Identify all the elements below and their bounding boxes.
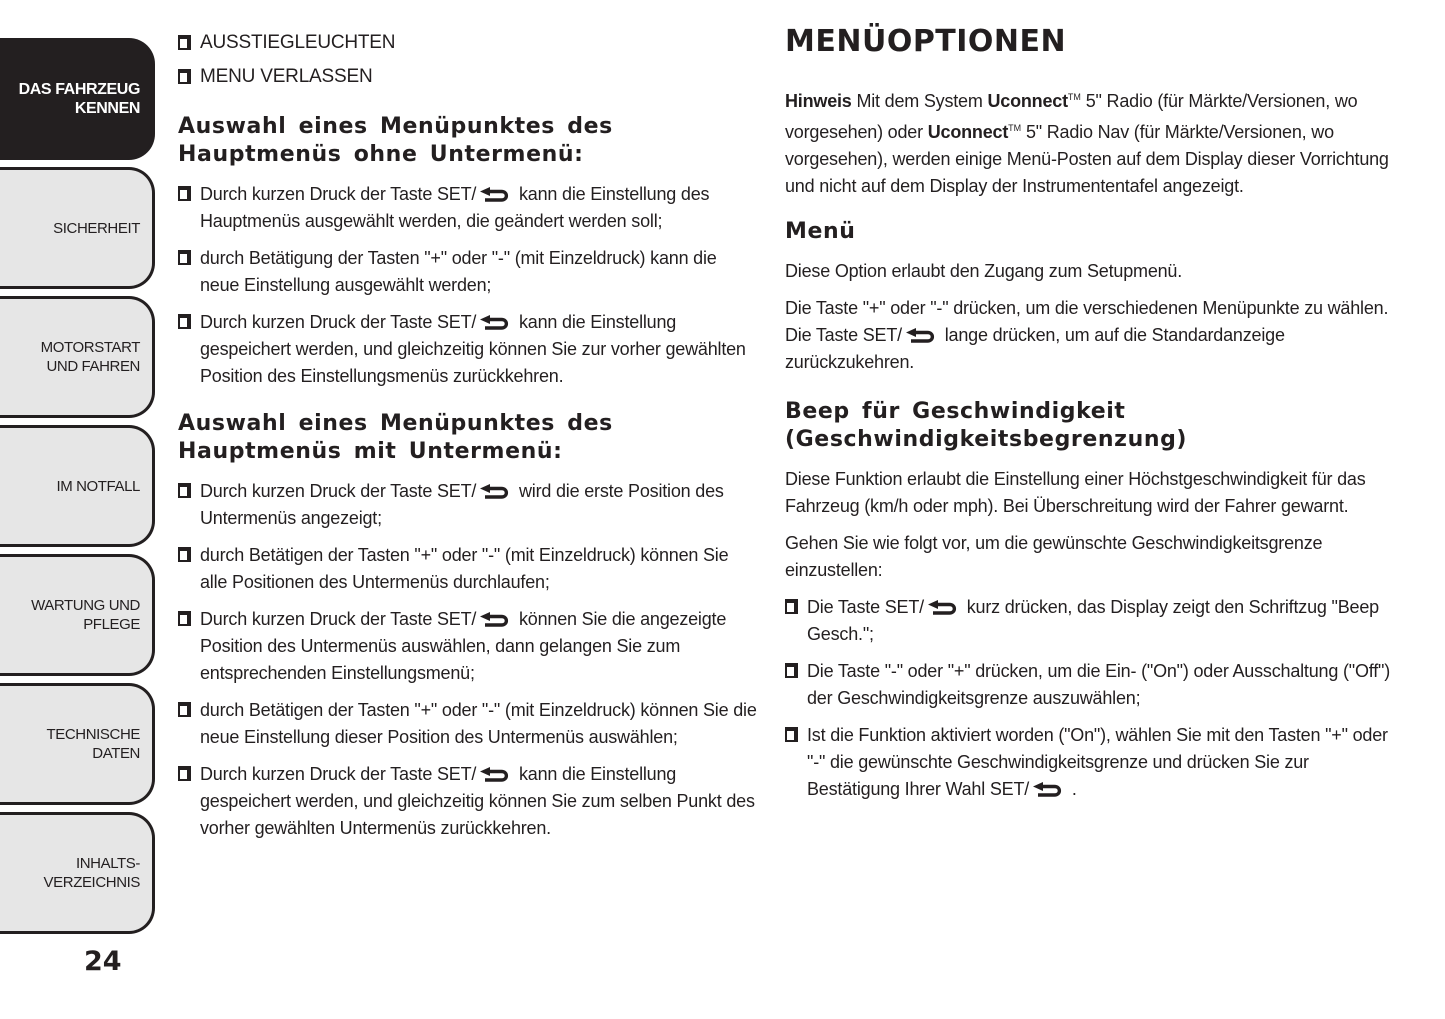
sidebar-tab-label: IM NOTFALL (56, 477, 140, 495)
sidebar-tab-inhaltsverzeichnis (0, 812, 155, 934)
list-item (178, 30, 758, 55)
page-number: 24 (84, 946, 122, 977)
checkbox-bullet-icon (178, 69, 191, 84)
list-item: Ist die Funktion aktiviert worden ("On"), wählen Sie mit den Tasten "+" oder "-" die gewünschte Geschwindigkeitsgrenze und drücken Sie zur Bestätigung Ihrer Wahl SET/ . (785, 722, 1399, 803)
checkbox-bullet-icon (178, 766, 191, 781)
list-item: Die Taste SET/ kurz drücken, das Display zeigt den Schriftzug "Beep Gesch."; (785, 594, 1399, 648)
set-return-arrow-icon (480, 187, 510, 203)
list-item: Durch kurzen Druck der Taste SET/ kann die Einstellung gespeichert werden, und gleichzeitig können Sie zur vorher gewählten Position des Einstellungsmenüs zurückkehren. (178, 309, 758, 390)
set-return-arrow-icon (928, 600, 958, 616)
sidebar-tab-motorstart-und-fahren (0, 296, 155, 418)
section-heading-mit-untermenu: Auswahl eines Menüpunktes des Hauptmenüs mit Untermenü: (178, 411, 613, 464)
list-item: durch Betätigen der Tasten "+" oder "-" (mit Einzeldruck) können Sie alle Positionen des Untermenüs durchlaufen; (178, 542, 758, 596)
brand-name: Uconnect (987, 91, 1068, 111)
note-paragraph: Hinweis Mit dem System Uconnect™ 5" Radio (für Märkte/Versionen, wo vorgesehen) oder Uconnect™ 5" Radio Nav (für Märkte/Versionen, wo vorgesehen), werden einige Menü-Posten auf dem Display dieser Vorrichtung und nicht auf dem Display der Instrumententafel angezeigt. (785, 91, 1389, 196)
section-heading-ohne-untermenu: Auswahl eines Menüpunktes des Hauptmenüs ohne Untermenü: (178, 114, 613, 167)
brand-name: Uconnect (927, 122, 1009, 142)
trademark-symbol: TM (1067, 92, 1081, 102)
section-heading-menu: Menü (785, 219, 856, 244)
paragraph: Gehen Sie wie folgt vor, um die gewünschte Geschwindigkeitsgrenze einzustellen: (785, 533, 1323, 580)
set-return-arrow-icon (480, 484, 510, 500)
sidebar-tab-label: INHALTS-VERZEICHNIS (43, 855, 140, 891)
sidebar-tab-im-notfall (0, 425, 155, 547)
paragraph: Diese Funktion erlaubt die Einstellung einer Höchstgeschwindigkeit für das Fahrzeug (km/h oder mph). Bei Überschreitung wird der Fahrer gewarnt. (785, 469, 1366, 516)
list-item: Durch kurzen Druck der Taste SET/ kann die Einstellung des Hauptmenüs ausgewählt werden, die geändert werden soll; (178, 181, 758, 235)
trademark-symbol: TM (1008, 123, 1022, 133)
list-item-label: MENU VERLASSEN (200, 66, 373, 87)
checkbox-bullet-icon (178, 483, 191, 498)
menu-items-list (178, 30, 758, 89)
list-item-label: AUSSTIEGLEUCHTEN (200, 32, 396, 53)
paragraph: Diese Option erlaubt den Zugang zum Setupmenü. (785, 261, 1183, 281)
sidebar-tab-label: WARTUNG UND PFLEGE (31, 597, 140, 633)
sidebar-tab-label: TECHNISCHE DATEN (46, 726, 140, 762)
note-label: Hinweis (785, 91, 852, 111)
list-item (178, 64, 758, 89)
set-return-arrow-icon (480, 315, 510, 331)
sidebar-index (0, 38, 155, 941)
sidebar-tab-sicherheit (0, 167, 155, 289)
list-item: durch Betätigen der Tasten "+" oder "-" (mit Einzeldruck) können Sie die neue Einstellung dieser Position des Untermenüs auswählen; (178, 697, 758, 751)
sidebar-tab-technische-daten (0, 683, 155, 805)
checkbox-bullet-icon (785, 727, 798, 742)
list-item: Durch kurzen Druck der Taste SET/ kann die Einstellung gespeichert werden, und gleichzeitig können Sie zum selben Punkt des vorher gewählten Untermenüs zurückkehren. (178, 761, 758, 842)
checkbox-bullet-icon (178, 314, 191, 329)
set-return-arrow-icon (480, 767, 510, 783)
sidebar-tab-label: MOTORSTART UND FAHREN (40, 339, 140, 375)
sidebar-tab-label: SICHERHEIT (53, 219, 140, 237)
left-column (178, 30, 758, 852)
sidebar-tab-wartung-und-pflege (0, 554, 155, 676)
list-item: durch Betätigung der Tasten "+" oder "-" (mit Einzeldruck) kann die neue Einstellung ausgewählt werden; (178, 245, 758, 299)
list-item: Die Taste "-" oder "+" drücken, um die Ein- ("On") oder Ausschaltung ("Off") der Geschwindigkeitsgrenze auszuwählen; (785, 658, 1399, 712)
set-return-arrow-icon (1033, 782, 1063, 798)
page-title: MENÜOPTIONEN (785, 24, 1067, 59)
checkbox-bullet-icon (178, 186, 191, 201)
checkbox-bullet-icon (178, 611, 191, 626)
sidebar-tab-label: DAS FAHRZEUG KENNEN (18, 81, 140, 117)
section-heading-beep: Beep für Geschwindigkeit (Geschwindigkeitsbegrenzung) (785, 399, 1188, 452)
checkbox-bullet-icon (178, 35, 191, 50)
paragraph: Die Taste "+" oder "-" drücken, um die verschiedenen Menüpunkte zu wählen. Die Taste SET/ lange drücken, um auf die Standardanzeige zurückzukehren. (785, 298, 1389, 372)
set-return-arrow-icon (906, 328, 936, 344)
checkbox-bullet-icon (178, 547, 191, 562)
checkbox-bullet-icon (785, 663, 798, 678)
list-item: Durch kurzen Druck der Taste SET/ wird die erste Position des Untermenüs angezeigt; (178, 478, 758, 532)
checkbox-bullet-icon (785, 599, 798, 614)
right-column (785, 24, 1399, 813)
checkbox-bullet-icon (178, 250, 191, 265)
sidebar-tab-das-fahrzeug-kennen (0, 38, 155, 160)
checkbox-bullet-icon (178, 702, 191, 717)
set-return-arrow-icon (480, 612, 510, 628)
list-item: Durch kurzen Druck der Taste SET/ können Sie die angezeigte Position des Untermenüs auswählen, dann gelangen Sie zum entsprechenden Einstellungsmenü; (178, 606, 758, 687)
